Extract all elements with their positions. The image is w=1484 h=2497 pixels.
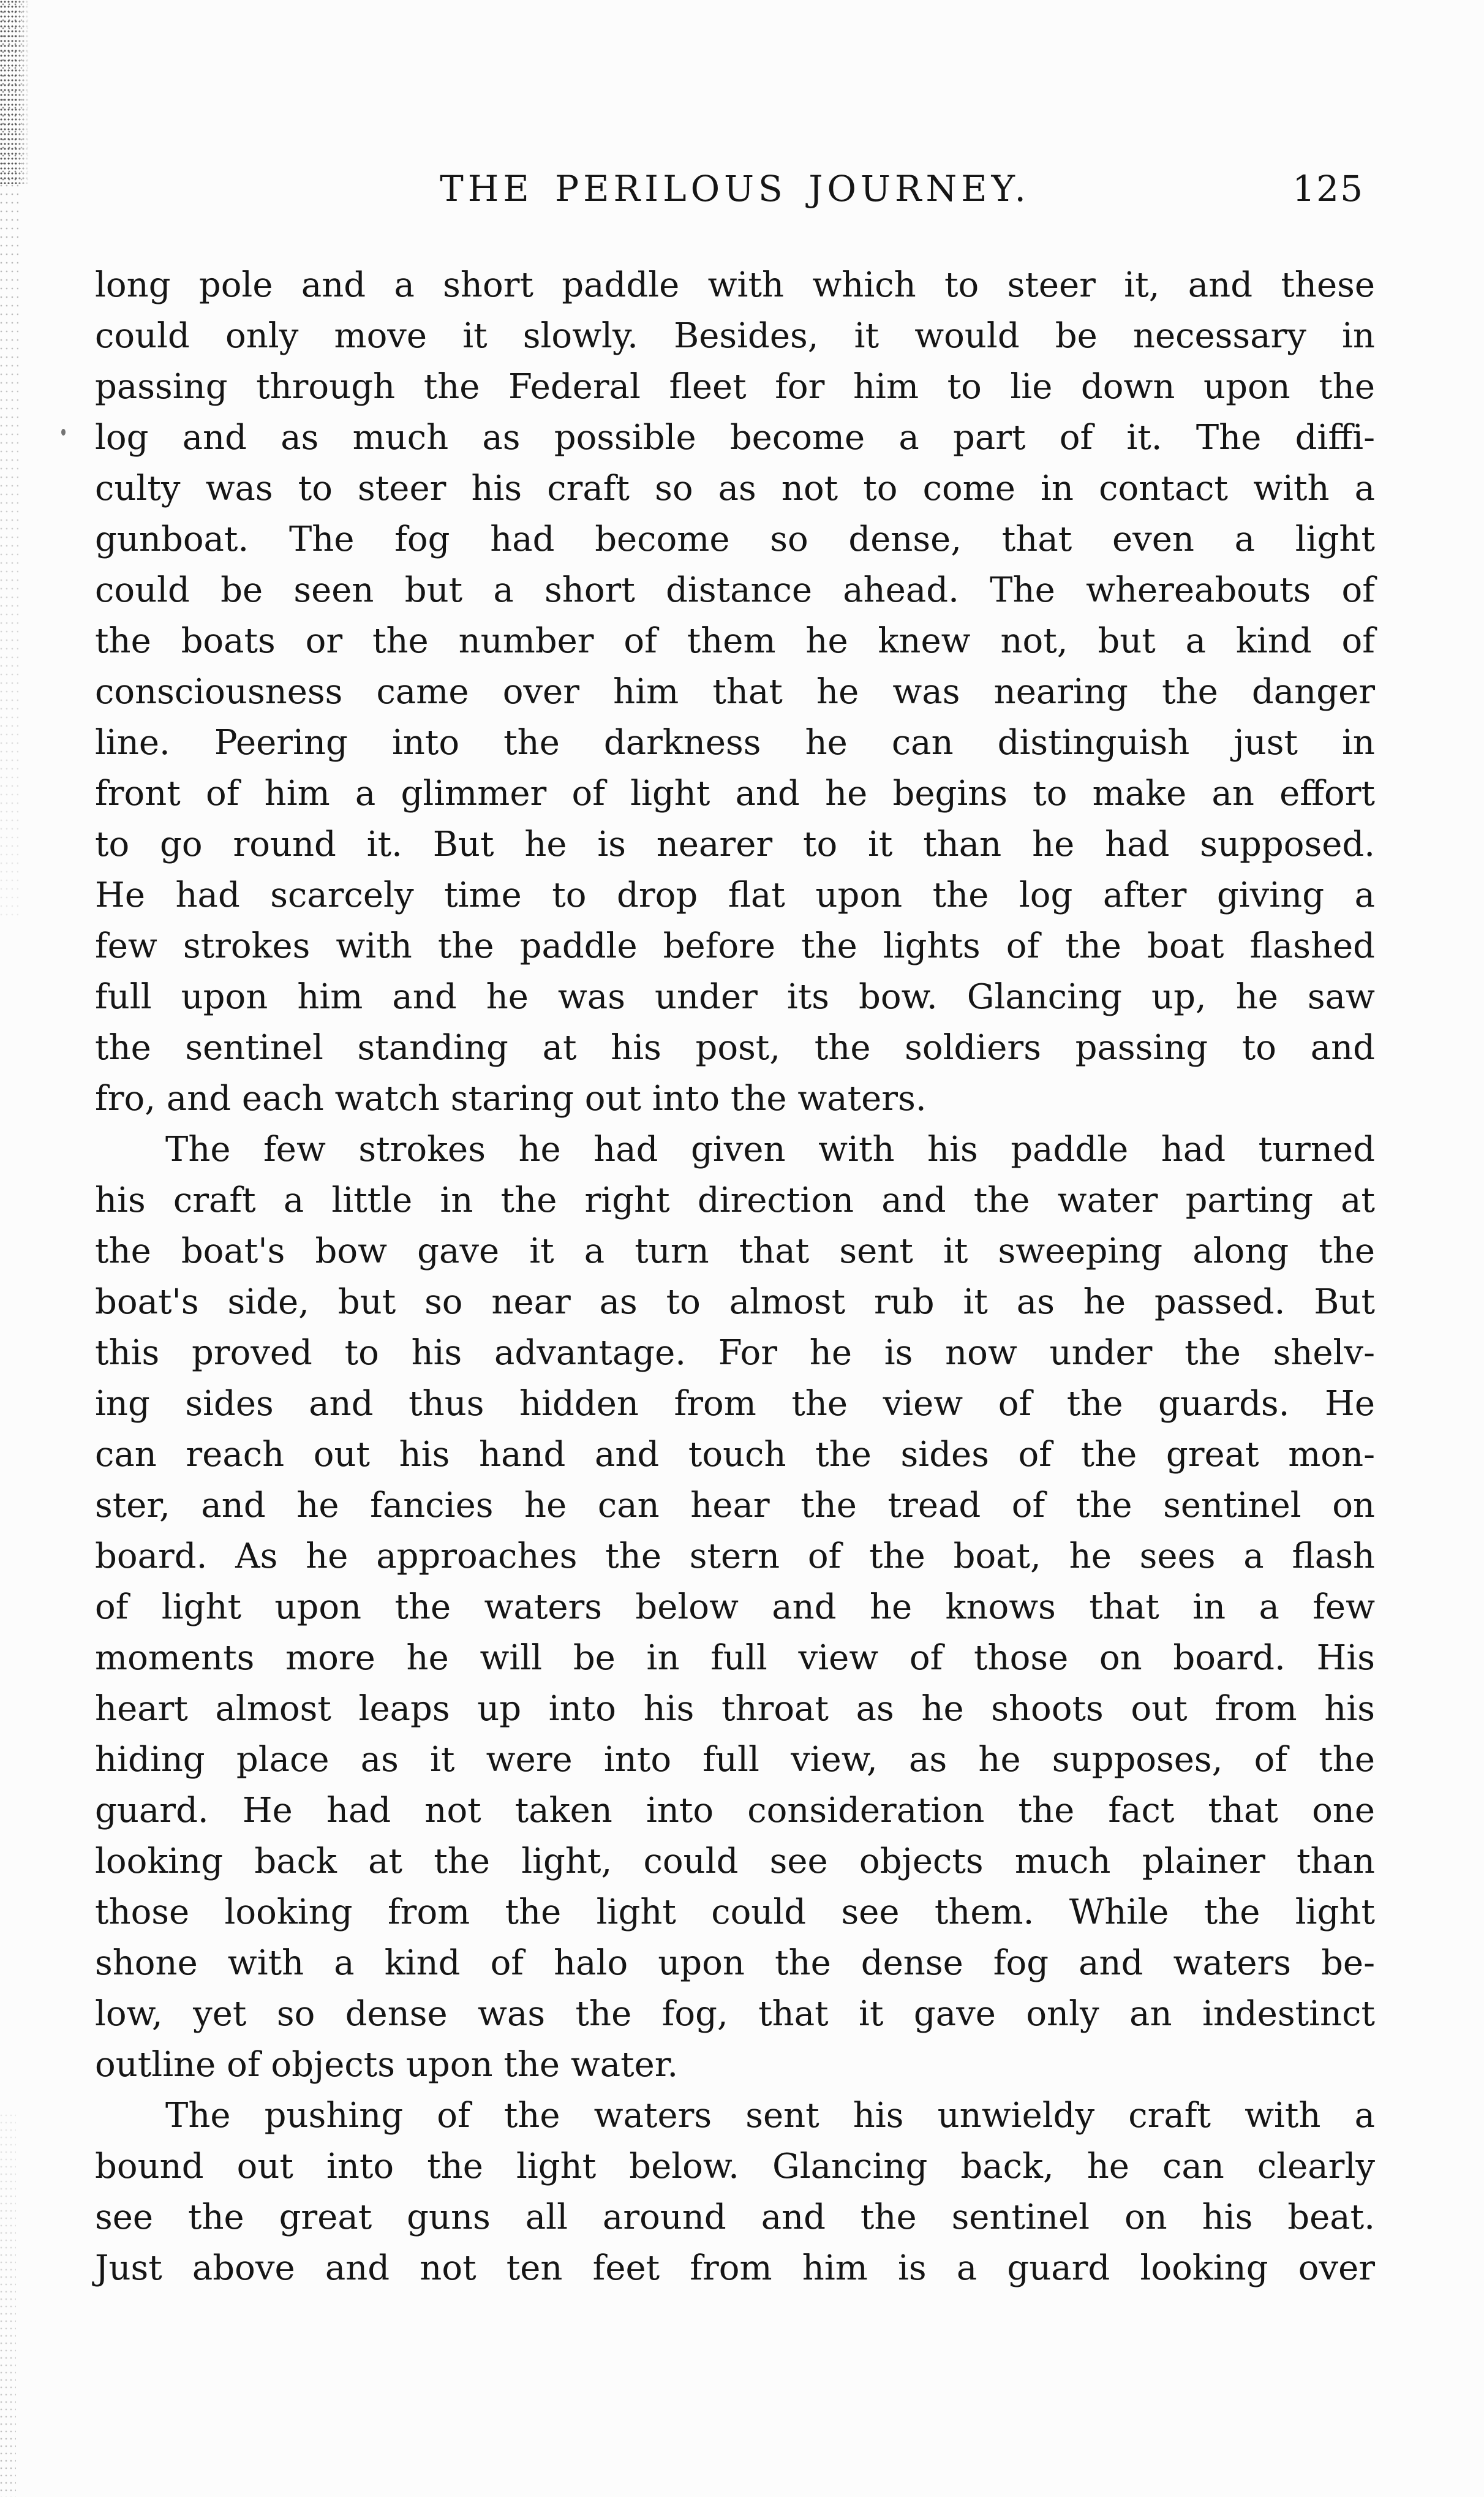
running-title: THE PERILOUS JOURNEY. (440, 168, 1030, 210)
text-line: hiding place as it were into full view, as he supposes, of the (95, 1740, 1375, 1780)
text-line: consciousness came over him that he was nearing the danger (95, 672, 1375, 712)
text-line: log and as much as possible become a part of it. The diffi- (95, 418, 1375, 458)
scan-noise-left-top (0, 0, 29, 184)
text-line: He had scarcely time to drop flat upon the log after giving a (95, 875, 1375, 915)
text-line: see the great guns all around and the sentinel on his beat. (95, 2197, 1375, 2237)
text-block (95, 260, 1375, 2294)
text-line: moments more he will be in full view of those on board. His (95, 1638, 1375, 1678)
text-line: front of him a glimmer of light and he begins to make an effort (95, 774, 1375, 814)
text-line: line. Peering into the darkness he can distinguish just in (95, 723, 1375, 763)
text-line: this proved to his advantage. For he is now under the shelv- (95, 1333, 1375, 1373)
text-line: full upon him and he was under its bow. Glancing up, he saw (95, 977, 1375, 1017)
text-line: The few strokes he had given with his paddle had turned (165, 1130, 1375, 1169)
text-line: those looking from the light could see them. While the light (95, 1892, 1375, 1932)
text-line: could only move it slowly. Besides, it would be necessary in (95, 316, 1375, 356)
text-line: heart almost leaps up into his throat as he shoots out from his (95, 1689, 1375, 1729)
text-line: few strokes with the paddle before the lights of the boat flashed (95, 926, 1375, 966)
text-line: guard. He had not taken into consideration the fact that one (95, 1791, 1375, 1830)
text-line: gunboat. The fog had become so dense, that even a light (95, 519, 1375, 559)
text-line: low, yet so dense was the fog, that it gave only an indestinct (95, 1994, 1375, 2034)
paragraph (95, 260, 1375, 1124)
text-line: his craft a little in the right direction and the water parting at (95, 1181, 1375, 1220)
scan-noise-left-bottom (0, 2114, 16, 2497)
text-line: to go round it. But he is nearer to it than he had supposed. (95, 825, 1375, 864)
text-line: the boat's bow gave it a turn that sent it sweeping along the (95, 1231, 1375, 1271)
text-line: culty was to steer his craft so as not to come in contact with a (95, 469, 1375, 508)
page-header (95, 167, 1375, 216)
text-line: of light upon the waters below and he knows that in a few (95, 1587, 1375, 1627)
text-line: bound out into the light below. Glancing back, he can clearly (95, 2147, 1375, 2186)
text-line: Just above and not ten feet from him is a guard looking over (95, 2248, 1375, 2288)
page-number: 125 (1292, 168, 1364, 210)
paragraph (95, 2090, 1375, 2294)
text-line: outline of objects upon the water. (95, 2045, 679, 2085)
text-line: could be seen but a short distance ahead. The whereabouts of (95, 570, 1375, 610)
text-line: board. As he approaches the stern of the boat, he sees a flash (95, 1536, 1375, 1576)
text-line: the sentinel standing at his post, the soldiers passing to and (95, 1028, 1375, 1068)
text-line: can reach out his hand and touch the sides of the great mon- (95, 1435, 1375, 1475)
text-line: The pushing of the waters sent his unwieldy craft with a (165, 2096, 1375, 2136)
scan-noise-left-middle (0, 184, 18, 919)
text-line: passing through the Federal fleet for him to lie down upon the (95, 367, 1375, 407)
scan-speck (61, 429, 66, 436)
text-line: the boats or the number of them he knew not, but a kind of (95, 621, 1375, 661)
text-line: ster, and he fancies he can hear the tread of the sentinel on (95, 1486, 1375, 1525)
text-line: boat's side, but so near as to almost rub it as he passed. But (95, 1282, 1375, 1322)
text-line: shone with a kind of halo upon the dense fog and waters be- (95, 1943, 1375, 1983)
paragraph (95, 1124, 1375, 2090)
text-line: long pole and a short paddle with which to steer it, and these (95, 265, 1375, 305)
text-line: ing sides and thus hidden from the view of the guards. He (95, 1384, 1375, 1424)
text-line: looking back at the light, could see objects much plainer than (95, 1842, 1375, 1881)
text-line: fro, and each watch staring out into the waters. (95, 1079, 927, 1119)
